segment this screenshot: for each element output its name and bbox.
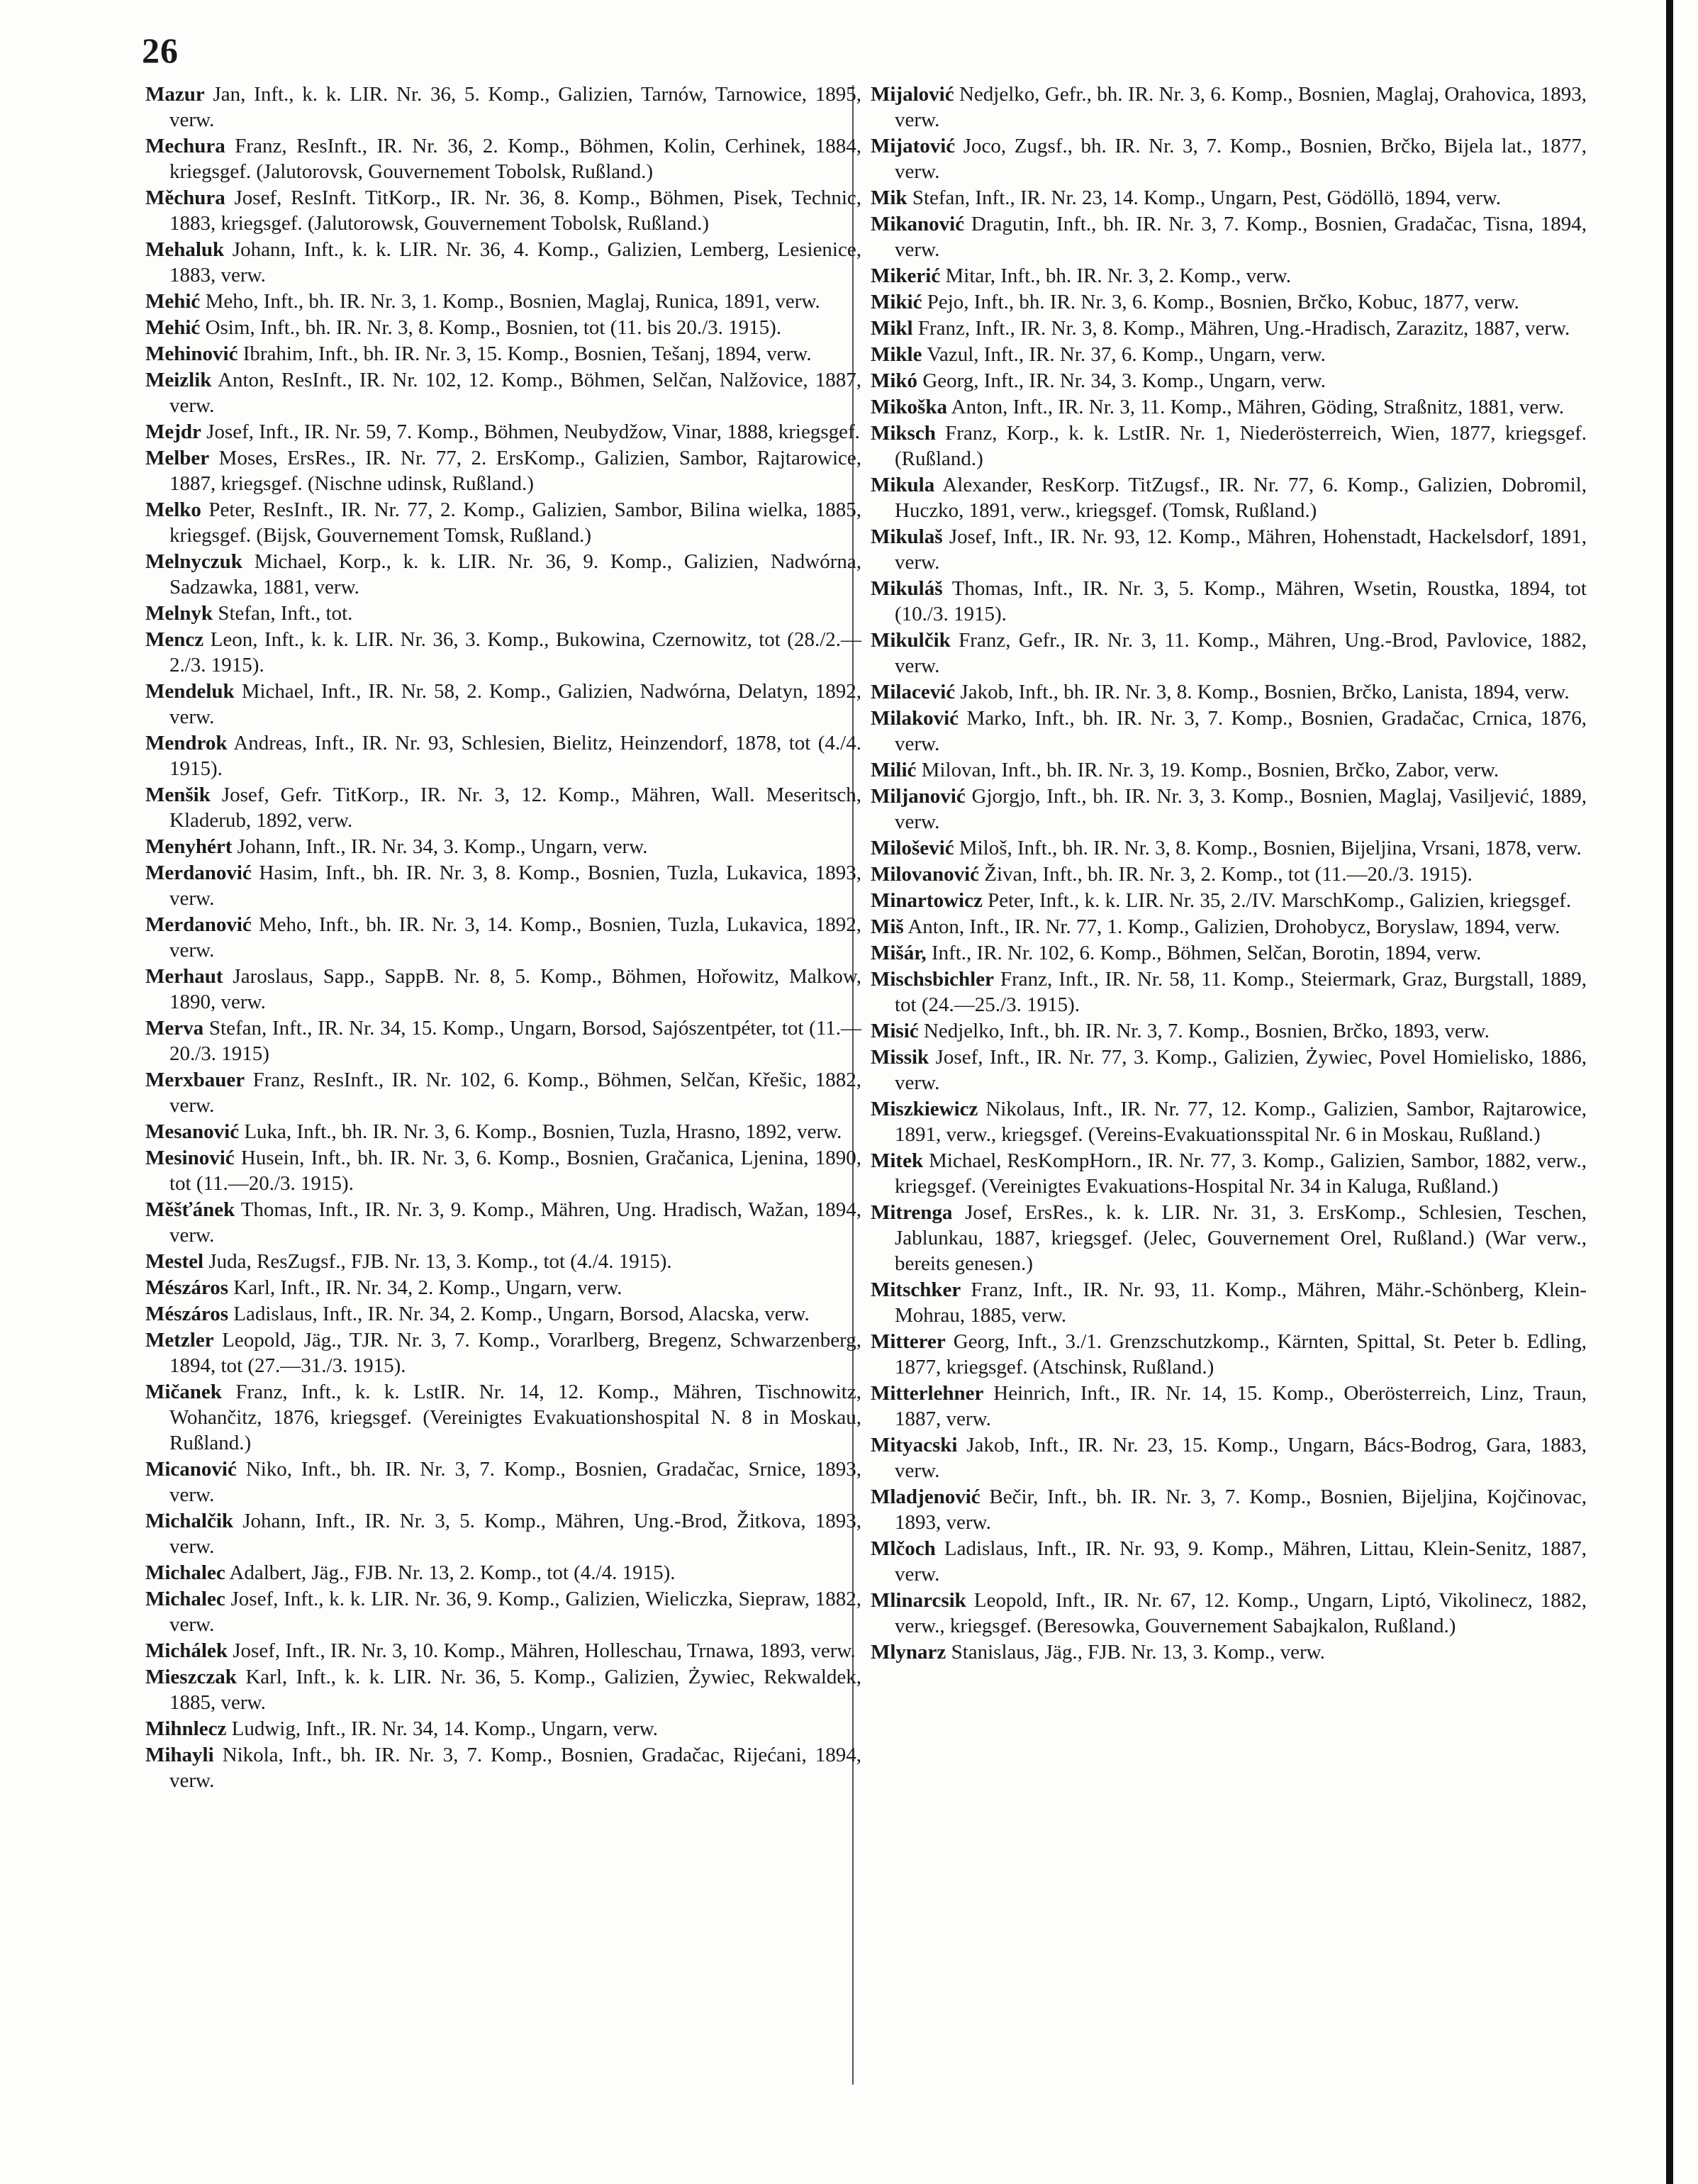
entry-name: Micanović bbox=[145, 1458, 237, 1481]
entry-text: Ludwig, Inft., IR. Nr. 34, 14. Komp., Ungarn, verw. bbox=[226, 1717, 659, 1740]
entry-name: Mlynarz bbox=[871, 1641, 946, 1664]
list-entry bbox=[145, 730, 861, 781]
list-entry bbox=[871, 1018, 1587, 1044]
entry-name: Mlinarcsik bbox=[871, 1589, 966, 1612]
entry-text: Vazul, Inft., IR. Nr. 37, 6. Komp., Ungarn, verw. bbox=[922, 343, 1326, 366]
entry-name: Mikulčik bbox=[871, 629, 951, 652]
list-entry bbox=[145, 679, 861, 730]
list-entry bbox=[871, 706, 1587, 757]
list-entry bbox=[145, 419, 861, 445]
list-entry bbox=[145, 1327, 861, 1378]
entry-text: Moses, ErsRes., IR. Nr. 77, 2. ErsKomp., Galizien, Sambor, Rajtarowice, 1887, kriegsgef. (Nischne udinsk, Rußland.) bbox=[169, 447, 861, 495]
list-entry bbox=[145, 1145, 861, 1196]
entry-text: Josef, Inft., IR. Nr. 77, 3. Komp., Galizien, Żywiec, Povel Homielisko, 1886, verw. bbox=[895, 1046, 1587, 1094]
entry-name: Merhaut bbox=[145, 965, 223, 988]
entry-text: Franz, ResInft., IR. Nr. 102, 6. Komp., Böhmen, Selčan, Křešic, 1882, verw. bbox=[169, 1069, 861, 1117]
entry-text: Jaroslaus, Sapp., SappB. Nr. 8, 5. Komp., Böhmen, Hořowitz, Malkow, 1890, verw. bbox=[169, 965, 861, 1013]
entry-text: Luka, Inft., bh. IR. Nr. 3, 6. Komp., Bosnien, Tuzla, Hrasno, 1892, verw. bbox=[239, 1120, 842, 1143]
entry-text: Franz, Korp., k. k. LstIR. Nr. 1, Niederösterreich, Wien, 1877, kriegsgef. (Rußland.) bbox=[895, 422, 1587, 470]
list-entry bbox=[871, 1432, 1587, 1483]
page-edge-bar bbox=[1666, 0, 1673, 2184]
entry-name: Minartowicz bbox=[871, 889, 983, 912]
list-entry bbox=[145, 133, 861, 184]
entry-text: Anton, ResInft., IR. Nr. 102, 12. Komp., Böhmen, Selčan, Nalžovice, 1887, verw. bbox=[169, 369, 861, 417]
list-entry bbox=[871, 862, 1587, 887]
entry-text: Peter, ResInft., IR. Nr. 77, 2. Komp., Galizien, Sambor, Bilina wielka, 1885, kriegsgef. (Bijsk, Gouvernement Tomsk, Rußland.) bbox=[169, 498, 861, 547]
list-entry bbox=[871, 316, 1587, 341]
list-entry bbox=[871, 394, 1587, 420]
list-entry bbox=[871, 1381, 1587, 1432]
entry-name: Mejdr bbox=[145, 420, 201, 443]
entry-name: Měšťánek bbox=[145, 1198, 235, 1221]
entry-text: Georg, Inft., IR. Nr. 34, 3. Komp., Ungarn, verw. bbox=[917, 369, 1326, 392]
entry-name: Milovanović bbox=[871, 863, 980, 886]
entry-text: Jakob, Inft., bh. IR. Nr. 3, 8. Komp., Bosnien, Brčko, Lanista, 1894, verw. bbox=[955, 681, 1570, 703]
entry-name: Měchura bbox=[145, 186, 225, 209]
list-entry bbox=[871, 940, 1587, 966]
entry-name: Michalec bbox=[145, 1588, 225, 1610]
list-entry bbox=[871, 679, 1587, 705]
entry-name: Mitek bbox=[871, 1149, 924, 1172]
entry-text: Meho, Inft., bh. IR. Nr. 3, 1. Komp., Bosnien, Maglaj, Runica, 1891, verw. bbox=[200, 290, 820, 313]
entry-text: Mitar, Inft., bh. IR. Nr. 3, 2. Komp., verw. bbox=[940, 264, 1291, 287]
entry-name: Mičanek bbox=[145, 1381, 222, 1403]
entry-text: Anton, Inft., IR. Nr. 3, 11. Komp., Mähren, Göding, Straßnitz, 1881, verw. bbox=[946, 396, 1565, 418]
entry-name: Mitterlehner bbox=[871, 1382, 984, 1405]
list-entry bbox=[871, 472, 1587, 523]
entry-text: Marko, Inft., bh. IR. Nr. 3, 7. Komp., Bosnien, Gradačac, Crnica, 1876, verw. bbox=[895, 707, 1587, 755]
list-entry bbox=[871, 1588, 1587, 1639]
entry-name: Mestel bbox=[145, 1250, 204, 1273]
list-entry bbox=[145, 289, 861, 314]
list-entry bbox=[145, 82, 861, 133]
list-entry bbox=[145, 1379, 861, 1456]
list-entry bbox=[871, 576, 1587, 627]
list-entry bbox=[145, 1015, 861, 1066]
list-entry bbox=[871, 1536, 1587, 1587]
entry-text: Milovan, Inft., bh. IR. Nr. 3, 19. Komp., Bosnien, Brčko, Zabor, verw. bbox=[916, 759, 1499, 781]
entry-text: Alexander, ResKorp. TitZugsf., IR. Nr. 77, 6. Komp., Galizien, Dobromil, Huczko, 1891, verw., kriegsgef. (Tomsk, Rußland.) bbox=[895, 474, 1587, 522]
entry-name: Michalčik bbox=[145, 1510, 234, 1532]
entry-text: Leopold, Jäg., TJR. Nr. 3, 7. Komp., Vorarlberg, Bregenz, Schwarzenberg, 1894, tot (27.—31./3. 1915). bbox=[169, 1329, 861, 1377]
list-entry bbox=[871, 1329, 1587, 1380]
entry-text: Gjorgjo, Inft., bh. IR. Nr. 3, 3. Komp., Bosnien, Maglaj, Vasiljević, 1889, verw. bbox=[895, 785, 1587, 833]
entry-text: Adalbert, Jäg., FJB. Nr. 13, 2. Komp., tot (4./4. 1915). bbox=[225, 1561, 676, 1584]
entry-text: Josef, Gefr. TitKorp., IR. Nr. 3, 12. Komp., Mähren, Wall. Meseritsch, Kladerub, 1892, verw. bbox=[169, 784, 861, 832]
entry-name: Merxbauer bbox=[145, 1069, 245, 1091]
entry-name: Mikl bbox=[871, 317, 913, 340]
entry-text: Stefan, Inft., tot. bbox=[213, 602, 353, 625]
entry-name: Mikulaš bbox=[871, 525, 943, 548]
entry-text: Jakob, Inft., IR. Nr. 23, 15. Komp., Ungarn, Bács-Bodrog, Gara, 1883, verw. bbox=[895, 1434, 1587, 1482]
entry-text: Thomas, Inft., IR. Nr. 3, 5. Komp., Mähren, Wsetin, Roustka, 1894, tot (10./3. 1915). bbox=[895, 577, 1587, 625]
list-entry bbox=[145, 601, 861, 626]
list-entry bbox=[871, 835, 1587, 861]
entry-name: Mehić bbox=[145, 290, 201, 313]
entry-text: Michael, Korp., k. k. LIR. Nr. 36, 9. Komp., Galizien, Nadwórna, Sadzawka, 1881, verw. bbox=[169, 550, 861, 598]
entry-name: Mikanović bbox=[871, 213, 965, 235]
list-entry bbox=[145, 185, 861, 236]
list-entry bbox=[871, 1639, 1587, 1665]
entry-text: Stanislaus, Jäg., FJB. Nr. 13, 3. Komp., verw. bbox=[946, 1641, 1325, 1664]
entry-name: Mesanović bbox=[145, 1120, 240, 1143]
entry-name: Meizlik bbox=[145, 369, 212, 391]
entry-text: Franz, Inft., k. k. LstIR. Nr. 14, 12. Komp., Mähren, Tischnowitz, Wohančitz, 1876, kriegsgef. (Vereinigtes Evakuationshospital N. 8 in Moskau, Rußland.) bbox=[169, 1381, 861, 1454]
entry-text: Hasim, Inft., bh. IR. Nr. 3, 8. Komp., Bosnien, Tuzla, Lukavica, 1893, verw. bbox=[169, 862, 861, 910]
list-entry bbox=[145, 1456, 861, 1508]
entry-name: Mészáros bbox=[145, 1276, 229, 1299]
entry-name: Mehinović bbox=[145, 342, 238, 365]
left-column bbox=[145, 82, 861, 1794]
entry-text: Živan, Inft., bh. IR. Nr. 3, 2. Komp., tot (11.—20./3. 1915). bbox=[979, 863, 1473, 886]
list-entry bbox=[871, 342, 1587, 367]
entry-name: Mikuláš bbox=[871, 577, 943, 600]
page-number: 26 bbox=[142, 30, 179, 70]
entry-text: Juda, ResZugsf., FJB. Nr. 13, 3. Komp., tot (4./4. 1915). bbox=[203, 1250, 672, 1273]
entry-name: Mitrenga bbox=[871, 1201, 953, 1224]
entry-text: Osim, Inft., bh. IR. Nr. 3, 8. Komp., Bosnien, tot (11. bis 20./3. 1915). bbox=[200, 316, 782, 339]
entry-text: Ladislaus, Inft., IR. Nr. 93, 9. Komp., Mähren, Littau, Klein-Senitz, 1887, verw. bbox=[895, 1537, 1587, 1586]
entry-name: Mik bbox=[871, 186, 907, 209]
list-entry bbox=[871, 757, 1587, 783]
list-entry bbox=[145, 1275, 861, 1300]
list-entry bbox=[145, 237, 861, 288]
entry-name: Metzler bbox=[145, 1329, 214, 1352]
entry-text: Niko, Inft., bh. IR. Nr. 3, 7. Komp., Bosnien, Gradačac, Srnice, 1893, verw. bbox=[169, 1458, 861, 1506]
entry-text: Jan, Inft., k. k. LIR. Nr. 36, 5. Komp., Galizien, Tarnów, Tarnowice, 1895, verw. bbox=[169, 83, 861, 131]
list-entry bbox=[871, 914, 1587, 940]
entry-name: Mendeluk bbox=[145, 680, 235, 703]
entry-text: Joco, Zugsf., bh. IR. Nr. 3, 7. Komp., Bosnien, Brčko, Bijela lat., 1877, verw. bbox=[895, 135, 1587, 183]
entry-name: Menyhért bbox=[145, 835, 233, 858]
list-entry bbox=[145, 964, 861, 1015]
entry-text: Thomas, Inft., IR. Nr. 3, 9. Komp., Mähren, Ung. Hradisch, Wažan, 1894, verw. bbox=[169, 1198, 861, 1247]
entry-text: Bečir, Inft., bh. IR. Nr. 3, 7. Komp., Bosnien, Bijeljina, Kojčinovac, 1893, verw. bbox=[895, 1486, 1587, 1534]
entry-name: Mijalović bbox=[871, 83, 954, 106]
entry-name: Mieszczak bbox=[145, 1666, 237, 1688]
entry-name: Mikerić bbox=[871, 264, 941, 287]
entry-text: Dragutin, Inft., bh. IR. Nr. 3, 7. Komp., Bosnien, Gradačac, Tisna, 1894, verw. bbox=[895, 213, 1587, 261]
list-entry bbox=[871, 420, 1587, 472]
entry-text: Stefan, Inft., IR. Nr. 34, 15. Komp., Ungarn, Borsod, Sajószentpéter, tot (11.—20./3. 1915) bbox=[169, 1017, 861, 1065]
entry-text: Stefan, Inft., IR. Nr. 23, 14. Komp., Ungarn, Pest, Gödöllö, 1894, verw. bbox=[907, 186, 1501, 209]
list-entry bbox=[871, 82, 1587, 133]
entry-name: Mesinović bbox=[145, 1147, 235, 1169]
list-entry bbox=[145, 1560, 861, 1586]
entry-name: Mikoška bbox=[871, 396, 947, 418]
entry-text: Nedjelko, Inft., bh. IR. Nr. 3, 7. Komp., Bosnien, Brčko, 1893, verw. bbox=[918, 1020, 1490, 1042]
entry-name: Mišár, bbox=[871, 942, 927, 964]
entry-text: Ibrahim, Inft., bh. IR. Nr. 3, 15. Komp., Bosnien, Tešanj, 1894, verw. bbox=[238, 342, 812, 365]
entry-name: Merdanović bbox=[145, 913, 252, 936]
entry-text: Franz, Inft., IR. Nr. 58, 11. Komp., Steiermark, Graz, Burgstall, 1889, tot (24.—25./3. 1915). bbox=[895, 968, 1587, 1016]
entry-name: Mikić bbox=[871, 291, 922, 313]
entry-name: Mencz bbox=[145, 628, 204, 651]
entry-name: Melnyczuk bbox=[145, 550, 242, 573]
entry-name: Milacević bbox=[871, 681, 956, 703]
entry-name: Melko bbox=[145, 498, 201, 521]
entry-name: Miš bbox=[871, 915, 904, 938]
entry-text: Johann, Inft., IR. Nr. 3, 5. Komp., Mähren, Ung.-Brod, Žitkova, 1893, verw. bbox=[169, 1510, 861, 1558]
entry-name: Mehaluk bbox=[145, 238, 225, 261]
right-column bbox=[871, 82, 1587, 1666]
list-entry bbox=[145, 1508, 861, 1559]
entry-name: Menšik bbox=[145, 784, 211, 806]
entry-text: Husein, Inft., bh. IR. Nr. 3, 6. Komp., Bosnien, Gračanica, Ljenina, 1890, tot (11.—20./3. 1915). bbox=[169, 1147, 861, 1195]
list-entry bbox=[871, 133, 1587, 184]
list-entry bbox=[145, 782, 861, 833]
list-entry bbox=[145, 549, 861, 600]
entry-text: Andreas, Inft., IR. Nr. 93, Schlesien, Bielitz, Heinzendorf, 1878, tot (4./4. 1915). bbox=[169, 732, 861, 780]
entry-name: Mikle bbox=[871, 343, 922, 366]
list-entry bbox=[145, 1664, 861, 1715]
entry-text: Josef, ResInft. TitKorp., IR. Nr. 36, 8. Komp., Böhmen, Pisek, Technic, 1883, kriegsgef. (Jalutorowsk, Gouvernement Tobolsk, Rußland.) bbox=[169, 186, 861, 235]
entry-text: Meho, Inft., bh. IR. Nr. 3, 14. Komp., Bosnien, Tuzla, Lukavica, 1892, verw. bbox=[169, 913, 861, 962]
entry-text: Michael, ResKompHorn., IR. Nr. 77, 3. Komp., Galizien, Sambor, 1882, verw., kriegsgef. (Vereinigtes Evakuations-Hospital Nr. 34 in Kaluga, Rußland.) bbox=[895, 1149, 1587, 1198]
list-entry bbox=[871, 628, 1587, 679]
entry-name: Milaković bbox=[871, 707, 959, 730]
entry-text: Josef, Inft., IR. Nr. 93, 12. Komp., Mähren, Hohenstadt, Hackelsdorf, 1891, verw. bbox=[895, 525, 1587, 574]
entry-text: Nedjelko, Gefr., bh. IR. Nr. 3, 6. Komp., Bosnien, Maglaj, Orahovica, 1893, verw. bbox=[895, 83, 1587, 131]
entry-name: Miszkiewicz bbox=[871, 1098, 978, 1120]
entry-name: Missik bbox=[871, 1046, 929, 1069]
list-entry bbox=[871, 1277, 1587, 1328]
entry-name: Merva bbox=[145, 1017, 204, 1040]
list-entry bbox=[871, 966, 1587, 1018]
entry-text: Karl, Inft., k. k. LIR. Nr. 36, 5. Komp., Galizien, Żywiec, Rekwaldek, 1885, verw. bbox=[169, 1666, 861, 1714]
list-entry bbox=[871, 1484, 1587, 1535]
list-entry bbox=[871, 368, 1587, 394]
entry-name: Merdanović bbox=[145, 862, 252, 884]
entry-name: Mendrok bbox=[145, 732, 228, 754]
list-entry bbox=[145, 1067, 861, 1118]
entry-name: Mészáros bbox=[145, 1303, 229, 1325]
list-entry bbox=[145, 1716, 861, 1742]
entry-text: Miloš, Inft., bh. IR. Nr. 3, 8. Komp., Bosnien, Bijeljina, Vrsani, 1878, verw. bbox=[954, 837, 1582, 859]
entry-text: Heinrich, Inft., IR. Nr. 14, 15. Komp., Oberösterreich, Linz, Traun, 1887, verw. bbox=[895, 1382, 1587, 1430]
list-entry bbox=[145, 315, 861, 340]
entry-name: Mischsbichler bbox=[871, 968, 994, 991]
list-entry bbox=[871, 1044, 1587, 1096]
entry-name: Mlčoch bbox=[871, 1537, 936, 1560]
entry-name: Miljanović bbox=[871, 785, 966, 808]
list-entry bbox=[145, 341, 861, 367]
entry-text: Inft., IR. Nr. 102, 6. Komp., Böhmen, Selčan, Borotin, 1894, verw. bbox=[926, 942, 1482, 964]
list-entry bbox=[145, 367, 861, 418]
entry-name: Michálek bbox=[145, 1639, 228, 1662]
entry-name: Mechura bbox=[145, 135, 225, 157]
entry-name: Melber bbox=[145, 447, 210, 469]
entry-name: Miksch bbox=[871, 422, 936, 445]
entry-text: Nikola, Inft., bh. IR. Nr. 3, 7. Komp., Bosnien, Gradačac, Rijećani, 1894, verw. bbox=[169, 1744, 861, 1792]
entry-name: Milošević bbox=[871, 837, 954, 859]
entry-text: Josef, ErsRes., k. k. LIR. Nr. 31, 3. ErsKomp., Schlesien, Teschen, Jablunkau, 1887, kriegsgef. (Jelec, Gouvernement Orel, Rußland.) (War verw., bereits genesen.) bbox=[895, 1201, 1587, 1275]
list-entry bbox=[145, 834, 861, 859]
list-entry bbox=[145, 627, 861, 678]
list-entry bbox=[871, 1200, 1587, 1276]
list-entry bbox=[145, 1742, 861, 1793]
list-entry bbox=[871, 1096, 1587, 1147]
entry-name: Mihnlecz bbox=[145, 1717, 227, 1740]
entry-name: Mladjenović bbox=[871, 1486, 981, 1508]
entry-text: Pejo, Inft., bh. IR. Nr. 3, 6. Komp., Bosnien, Brčko, Kobuc, 1877, verw. bbox=[922, 291, 1519, 313]
entry-text: Johann, Inft., IR. Nr. 34, 3. Komp., Ungarn, verw. bbox=[232, 835, 648, 858]
list-entry bbox=[145, 1586, 861, 1637]
entry-text: Ladislaus, Inft., IR. Nr. 34, 2. Komp., Ungarn, Borsod, Alacska, verw. bbox=[228, 1303, 810, 1325]
entry-text: Michael, Inft., IR. Nr. 58, 2. Komp., Galizien, Nadwórna, Delatyn, 1892, verw. bbox=[169, 680, 861, 728]
list-entry bbox=[871, 211, 1587, 262]
list-entry bbox=[145, 1197, 861, 1248]
list-entry bbox=[145, 497, 861, 548]
entry-name: Misić bbox=[871, 1020, 919, 1042]
list-entry bbox=[871, 784, 1587, 835]
list-entry bbox=[145, 445, 861, 496]
entry-name: Michalec bbox=[145, 1561, 225, 1584]
entry-name: Mehić bbox=[145, 316, 201, 339]
entry-name: Mitterer bbox=[871, 1330, 946, 1353]
entry-name: Mitschker bbox=[871, 1278, 961, 1301]
entry-name: Mikó bbox=[871, 369, 918, 392]
entry-text: Franz, ResInft., IR. Nr. 36, 2. Komp., Böhmen, Kolin, Cerhinek, 1884, kriegsgef. (Jalutorovsk, Gouvernement Tobolsk, Rußland.) bbox=[169, 135, 861, 183]
entry-text: Anton, Inft., IR. Nr. 77, 1. Komp., Galizien, Drohobycz, Boryslaw, 1894, verw. bbox=[903, 915, 1560, 938]
list-entry bbox=[145, 1301, 861, 1327]
entry-text: Leopold, Inft., IR. Nr. 67, 12. Komp., Ungarn, Liptó, Vikolinecz, 1882, verw., kriegsgef. (Beresowka, Gouvernement Sabajkalon, Rußland.) bbox=[895, 1589, 1587, 1637]
entry-text: Franz, Inft., IR. Nr. 3, 8. Komp., Mähren, Ung.-Hradisch, Zarazitz, 1887, verw. bbox=[912, 317, 1570, 340]
entry-text: Franz, Inft., IR. Nr. 93, 11. Komp., Mähren, Mähr.-Schönberg, Klein-Mohrau, 1885, verw. bbox=[895, 1278, 1587, 1327]
list-entry bbox=[145, 860, 861, 911]
entry-text: Karl, Inft., IR. Nr. 34, 2. Komp., Ungarn, verw. bbox=[228, 1276, 622, 1299]
entry-name: Melnyk bbox=[145, 602, 213, 625]
entry-text: Nikolaus, Inft., IR. Nr. 77, 12. Komp., Galizien, Sambor, Rajtarowice, 1891, verw., kriegsgef. (Vereins-Evakuationsspital Nr. 6 in Moskau, Rußland.) bbox=[895, 1098, 1587, 1146]
entry-name: Mikula bbox=[871, 474, 935, 496]
entry-text: Johann, Inft., k. k. LIR. Nr. 36, 4. Komp., Galizien, Lemberg, Lesienice, 1883, verw. bbox=[169, 238, 861, 286]
entry-text: Georg, Inft., 3./1. Grenzschutzkomp., Kärnten, Spittal, St. Peter b. Edling, 1877, kriegsgef. (Atschinsk, Rußland.) bbox=[895, 1330, 1587, 1378]
list-entry bbox=[871, 289, 1587, 315]
list-entry bbox=[871, 1148, 1587, 1199]
list-entry bbox=[145, 1119, 861, 1144]
entry-text: Josef, Inft., IR. Nr. 59, 7. Komp., Böhmen, Neubydžow, Vinar, 1888, kriegsgef. bbox=[201, 420, 860, 443]
list-entry bbox=[871, 524, 1587, 575]
entry-name: Mihayli bbox=[145, 1744, 214, 1766]
entry-text: Josef, Inft., IR. Nr. 3, 10. Komp., Mähren, Holleschau, Trnawa, 1893, verw. bbox=[228, 1639, 856, 1662]
entry-text: Peter, Inft., k. k. LIR. Nr. 35, 2./IV. MarschKomp., Galizien, kriegsgef. bbox=[982, 889, 1572, 912]
entry-name: Mazur bbox=[145, 83, 205, 106]
entry-text: Josef, Inft., k. k. LIR. Nr. 36, 9. Komp., Galizien, Wieliczka, Siepraw, 1882, verw. bbox=[169, 1588, 861, 1636]
list-entry bbox=[871, 263, 1587, 289]
list-entry bbox=[871, 888, 1587, 913]
entry-text: Franz, Gefr., IR. Nr. 3, 11. Komp., Mähren, Ung.-Brod, Pavlovice, 1882, verw. bbox=[895, 629, 1587, 677]
entry-name: Mijatović bbox=[871, 135, 956, 157]
entry-name: Mityacski bbox=[871, 1434, 958, 1456]
list-entry bbox=[871, 185, 1587, 211]
list-entry bbox=[145, 1249, 861, 1274]
list-entry bbox=[145, 1638, 861, 1664]
list-entry bbox=[145, 912, 861, 963]
entry-text: Leon, Inft., k. k. LIR. Nr. 36, 3. Komp., Bukowina, Czernowitz, tot (28./2.—2./3. 1915). bbox=[169, 628, 861, 676]
entry-name: Milić bbox=[871, 759, 917, 781]
